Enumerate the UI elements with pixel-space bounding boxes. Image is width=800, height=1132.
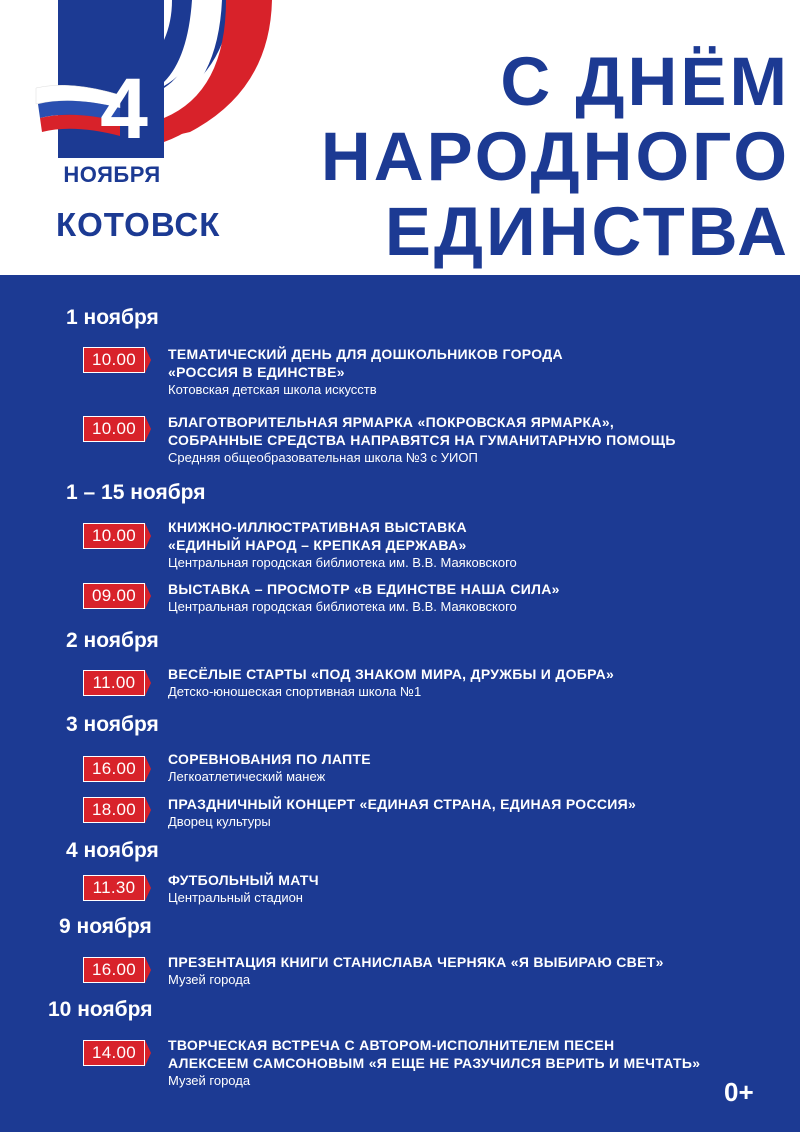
event-place: Музей города <box>168 972 251 987</box>
age-rating: 0+ <box>724 1077 754 1107</box>
event-title: ТВОРЧЕСКАЯ ВСТРЕЧА С АВТОРОМ-ИСПОЛНИТЕЛЕМ ПЕСЕН <box>168 1037 615 1053</box>
event-item <box>168 871 788 906</box>
title-line: С ДНЁМ <box>500 43 790 120</box>
event-place: Котовская детская школа искусств <box>168 382 377 397</box>
logo-month: НОЯБРЯ <box>63 162 161 187</box>
day-heading: 4 ноября <box>66 839 159 862</box>
event-place: Центральная городская библиотека им. В.В. Маяковского <box>168 555 517 570</box>
event-title: КНИЖНО-ИЛЛЮСТРАТИВНАЯ ВЫСТАВКА <box>168 519 467 535</box>
event-item <box>168 665 788 700</box>
event-title: БЛАГОТВОРИТЕЛЬНАЯ ЯРМАРКА «ПОКРОВСКАЯ ЯРМАРКА», <box>168 414 615 430</box>
event-title: СОРЕВНОВАНИЯ ПО ЛАПТЕ <box>168 751 371 767</box>
event-item <box>168 750 788 785</box>
day-heading: 2 ноября <box>66 629 159 652</box>
event-title: «ЕДИНЫЙ НАРОД – КРЕПКАЯ ДЕРЖАВА» <box>168 537 467 553</box>
event-item <box>168 1036 788 1089</box>
city-name: КОТОВСК <box>56 206 221 243</box>
time-badge: 11.30 <box>83 875 145 901</box>
time-badge: 16.00 <box>83 957 145 983</box>
event-title: СОБРАННЫЕ СРЕДСТВА НАПРАВЯТСЯ НА ГУМАНИТАРНУЮ ПОМОЩЬ <box>168 432 676 448</box>
day-heading: 9 ноября <box>59 915 152 938</box>
time-badge: 10.00 <box>83 523 145 549</box>
event-place: Легкоатлетический манеж <box>168 769 326 784</box>
day-heading: 10 ноября <box>48 998 153 1021</box>
event-item <box>168 953 788 988</box>
time-badge: 10.00 <box>83 416 145 442</box>
time-badge: 18.00 <box>83 797 145 823</box>
day-heading: 1 ноября <box>66 306 159 329</box>
header <box>0 0 800 275</box>
title-line: ЕДИНСТВА <box>384 193 790 270</box>
day-heading: 1 – 15 ноября <box>66 481 206 504</box>
event-place: Средняя общеобразовательная школа №3 с УИОП <box>168 450 478 465</box>
event-item <box>168 795 788 830</box>
event-item <box>168 580 788 615</box>
event-item <box>168 345 788 398</box>
event-place: Центральная городская библиотека им. В.В. Маяковского <box>168 599 517 614</box>
event-title: АЛЕКСЕЕМ САМСОНОВЫМ «Я ЕЩЕ НЕ РАЗУЧИЛСЯ ВЕРИТЬ И МЕЧТАТЬ» <box>168 1055 701 1071</box>
page-title <box>300 44 790 269</box>
holiday-logo <box>0 0 290 275</box>
event-place: Музей города <box>168 1073 251 1088</box>
event-item <box>168 413 788 466</box>
time-badge: 10.00 <box>83 347 145 373</box>
event-title: ПРЕЗЕНТАЦИЯ КНИГИ СТАНИСЛАВА ЧЕРНЯКА «Я ВЫБИРАЮ СВЕТ» <box>168 954 664 970</box>
event-title: ВЕСЁЛЫЕ СТАРТЫ «ПОД ЗНАКОМ МИРА, ДРУЖБЫ И ДОБРА» <box>168 666 615 682</box>
time-badge: 09.00 <box>83 583 145 609</box>
time-badge: 16.00 <box>83 756 145 782</box>
event-title: ПРАЗДНИЧНЫЙ КОНЦЕРТ «ЕДИНАЯ СТРАНА, ЕДИНАЯ РОССИЯ» <box>168 796 637 812</box>
day-heading: 3 ноября <box>66 713 159 736</box>
time-badge: 11.00 <box>83 670 145 696</box>
event-place: Детско-юношеская спортивная школа №1 <box>168 684 422 699</box>
event-title: «РОССИЯ В ЕДИНСТВЕ» <box>168 364 345 380</box>
event-item <box>168 518 788 571</box>
logo-number: 4 <box>100 61 148 157</box>
time-badge: 14.00 <box>83 1040 145 1066</box>
event-title: ВЫСТАВКА – ПРОСМОТР «В ЕДИНСТВЕ НАША СИЛА» <box>168 581 560 597</box>
event-title: ТЕМАТИЧЕСКИЙ ДЕНЬ ДЛЯ ДОШКОЛЬНИКОВ ГОРОДА <box>168 346 563 362</box>
event-place: Центральный стадион <box>168 890 303 905</box>
event-title: ФУТБОЛЬНЫЙ МАТЧ <box>168 872 319 888</box>
event-place: Дворец культуры <box>168 814 271 829</box>
title-line: НАРОДНОГО <box>320 118 790 195</box>
